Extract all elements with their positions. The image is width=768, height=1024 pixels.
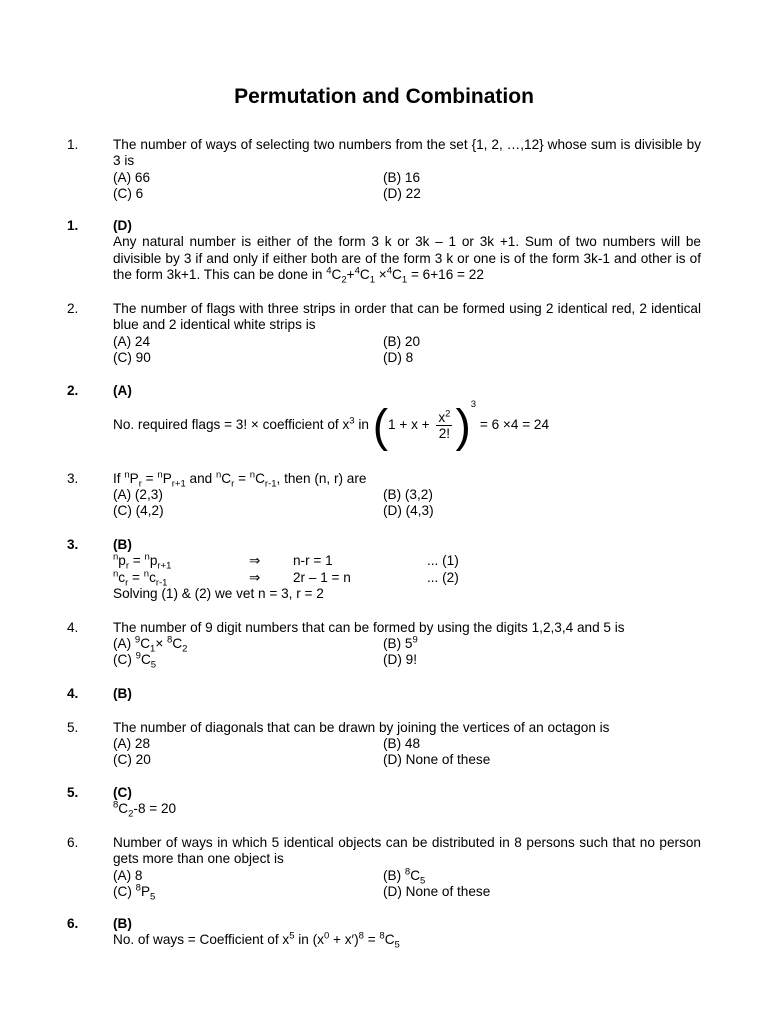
question-text: The number of flags with three strips in order that can be formed using 2 identical red, 2 identical blue and 2 identical white strips is xyxy=(113,301,701,333)
answer-key: (C) xyxy=(113,785,132,800)
question-number: 6. xyxy=(67,835,79,850)
option-b: (B) $5^9$ xyxy=(383,634,418,652)
option-d: (D) 8 xyxy=(383,349,414,365)
option-a: (A) 24 xyxy=(113,333,151,349)
answer-key: (D) xyxy=(113,218,132,233)
solution-text: Solving (1) & (2) we vet n = 3, r = 2 xyxy=(113,586,324,602)
question-6 xyxy=(67,835,707,903)
options xyxy=(113,487,701,519)
equation-row-2: $^nc_r = ^nc_{r-1}$ ⇒ 2r – 1 = n ... (2) xyxy=(113,568,459,589)
solution-text: No. of ways = Coefficient of $x^5$ in $(x^0 + x')^8 = ^8C_5$ xyxy=(113,930,400,952)
question-number: 5. xyxy=(67,720,79,735)
options xyxy=(113,634,701,672)
answer-key: (A) xyxy=(113,383,132,398)
options xyxy=(113,736,701,768)
option-b: (B) 20 xyxy=(383,333,421,349)
answer-5 xyxy=(67,785,707,821)
option-c: (C) 6 xyxy=(113,185,144,201)
answer-key: (B) xyxy=(113,916,132,931)
answer-2 xyxy=(67,383,707,452)
option-c: (C) 90 xyxy=(113,349,151,365)
option-a: (A) 66 xyxy=(113,169,151,185)
option-c: (C) (4,2) xyxy=(113,503,164,519)
answer-6 xyxy=(67,916,707,952)
option-d: (D) None of these xyxy=(383,752,491,768)
option-a: (A) 28 xyxy=(113,736,151,752)
options xyxy=(113,866,701,903)
option-b: (B) (3,2) xyxy=(383,487,433,503)
solution-text: Any natural number is either of the form 3 k or 3k – 1 or 3k +1. Sum of two numbers will be divisible by 3 if and only if either both are of the form 3 k or one is of the form 3k-1 and other is of the form 3k+1. This can be done in $^4C_2+^4C_1 \times^4C_1 = 6+16 = 22$ xyxy=(113,234,701,286)
solution-text: $^8C_2-8 = 20$ xyxy=(113,799,177,821)
answer-number: 2. xyxy=(67,383,79,398)
question-1 xyxy=(67,137,707,202)
answer-1 xyxy=(67,218,707,284)
solution-text: No. required flags = 3! × coefficient of $x^3$ in (1 + x + $\frac{x^2}{2!}$ )$^3$ = 6 ×4 = 24 xyxy=(113,399,550,452)
option-a: (A) $^9C_1\times ^8C_2$ xyxy=(113,634,188,656)
option-b: (B) $^8C_5$ xyxy=(383,866,426,887)
option-a: (A) 8 xyxy=(113,867,143,883)
question-text: The number of 9 digit numbers that can be formed by using the digits 1,2,3,4 and 5 is xyxy=(113,620,625,635)
question-3 xyxy=(67,471,707,519)
answer-4 xyxy=(67,686,707,702)
answer-number: 6. xyxy=(67,916,79,931)
question-number: 2. xyxy=(67,301,79,316)
question-5 xyxy=(67,720,707,768)
options xyxy=(113,170,701,202)
answer-number: 1. xyxy=(67,218,79,233)
page-title: Permutation and Combination xyxy=(234,85,534,108)
options xyxy=(113,334,701,366)
answer-3 xyxy=(67,537,707,603)
option-d: (D) (4,3) xyxy=(383,503,434,519)
option-b: (B) 16 xyxy=(383,169,421,185)
answer-number: 3. xyxy=(67,537,79,552)
question-number: 4. xyxy=(67,620,79,635)
option-b: (B) 48 xyxy=(383,736,421,752)
answer-key: (B) xyxy=(113,686,132,701)
option-a: (A) (2,3) xyxy=(113,487,163,503)
question-number: 1. xyxy=(67,137,79,152)
question-number: 3. xyxy=(67,471,79,486)
question-text: If $^nP_r = ^nP_{r+1}$ and $^nC_r = ^nC_{r-1}$, then (n, r) are xyxy=(113,469,367,490)
equation-row-1: $^np_r = ^np_{r+1}$ ⇒ n-r = 1 ... (1) xyxy=(113,551,459,573)
question-text: The number of ways of selecting two numbers from the set {1, 2, …,12} whose sum is divisible by 3 is xyxy=(113,137,701,169)
answer-number: 4. xyxy=(67,686,79,701)
question-text: Number of ways in which 5 identical objects can be distributed in 8 persons such that no person gets more than one object is xyxy=(113,835,701,867)
option-c: (C) 20 xyxy=(113,752,151,768)
answer-number: 5. xyxy=(67,785,79,800)
option-d: (D) None of these xyxy=(383,883,491,899)
option-c: (C) $^9C_5$ xyxy=(113,650,157,672)
question-text: The number of diagonals that can be drawn by joining the vertices of an octagon is xyxy=(113,720,610,735)
option-d: (D) 22 xyxy=(383,185,421,201)
question-4 xyxy=(67,620,707,672)
option-d: (D) 9! xyxy=(383,652,417,668)
question-2 xyxy=(67,301,707,366)
option-c: (C) $^8P_5$ xyxy=(113,882,156,903)
answer-key: (B) xyxy=(113,537,132,552)
